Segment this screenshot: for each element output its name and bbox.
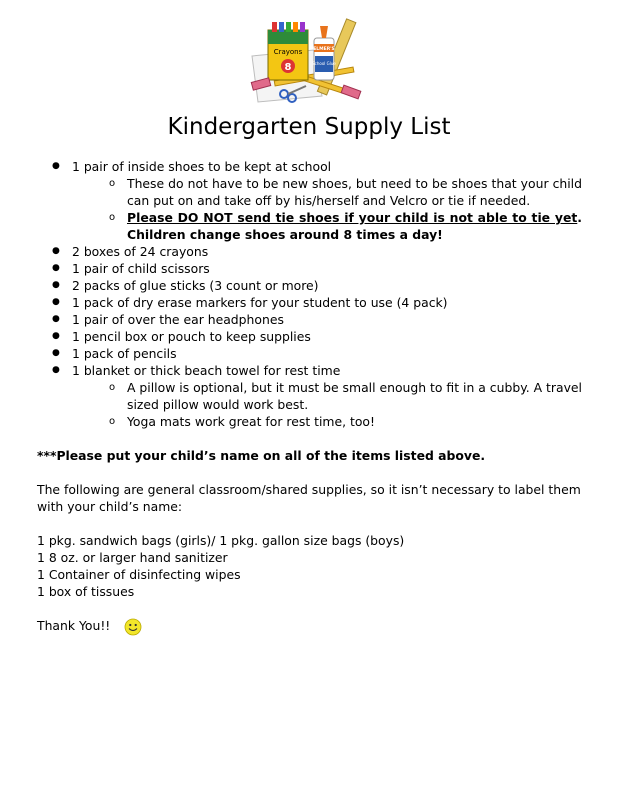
- list-item-text: 2 boxes of 24 crayons: [72, 244, 209, 259]
- smiley-icon: [124, 618, 142, 636]
- list-item-text: 1 pair of child scissors: [72, 261, 210, 276]
- shared-supply-item: 1 Container of disinfecting wipes: [37, 567, 241, 582]
- list-item-text: 1 blanket or thick beach towel for rest time: [72, 363, 341, 378]
- sub-list-item: [0, 413, 582, 430]
- bullet-icon: ●: [52, 297, 60, 307]
- sub-bullet-icon: o: [109, 178, 116, 189]
- sub-bullet-icon: o: [109, 382, 116, 393]
- bullet-icon: ●: [52, 280, 60, 290]
- warning-followup-text: . Children change shoes around 8 times a day!: [127, 210, 582, 242]
- list-item-text: 1 pair of over the ear headphones: [72, 312, 284, 327]
- list-item: [0, 311, 582, 328]
- sub-list-item: [0, 209, 582, 243]
- closing-line: [0, 617, 582, 636]
- crayon-box-label: Crayons: [273, 48, 303, 56]
- name-label-note: ***Please put your child’s name on all of the items listed above.: [37, 448, 486, 463]
- glue-brand-label: ELMER'S: [313, 47, 335, 52]
- list-item-text: 2 packs of glue sticks (3 count or more): [72, 278, 319, 293]
- sub-list-item: [0, 379, 582, 413]
- school-supplies-icon: [244, 16, 376, 108]
- sub-bullet-icon: o: [109, 212, 116, 223]
- shared-supplies-intro: The following are general classroom/shared supplies, so it isn’t necessary to label them with your child’s name:: [37, 482, 581, 514]
- crayon-box-number: 8: [284, 62, 292, 73]
- list-item-text: 1 pack of dry erase markers for your student to use (4 pack): [72, 295, 448, 310]
- list-item: [0, 243, 582, 260]
- sub-bullet-icon: o: [109, 416, 116, 427]
- sub-list-item-text: A pillow is optional, but it must be small enough to fit in a cubby. A travel sized pillow would work best.: [127, 380, 582, 412]
- closing-text: Thank You!!: [37, 618, 111, 633]
- shared-supply-item: 1 box of tissues: [37, 584, 135, 599]
- list-item: [0, 345, 582, 362]
- sub-list-item-text: These do not have to be new shoes, but need to be shoes that your child can put on and take off by his/herself and Velcro or tie if needed.: [127, 176, 582, 208]
- bullet-icon: ●: [52, 263, 60, 273]
- shared-supply-item: 1 pkg. sandwich bags (girls)/ 1 pkg. gallon size bags (boys): [37, 533, 405, 548]
- sub-list-item: [0, 175, 582, 209]
- warning-text: Please DO NOT send tie shoes if your child is not able to tie yet: [127, 210, 578, 225]
- document-body: [0, 158, 618, 636]
- list-item: [0, 328, 582, 345]
- list-item: [0, 362, 582, 379]
- bullet-icon: ●: [52, 246, 60, 256]
- shared-supply-item: 1 8 oz. or larger hand sanitizer: [37, 550, 228, 565]
- bullet-icon: ●: [52, 365, 60, 375]
- list-item-text: 1 pack of pencils: [72, 346, 177, 361]
- bullet-icon: ●: [52, 161, 60, 171]
- bullet-icon: ●: [52, 348, 60, 358]
- list-item: [0, 294, 582, 311]
- list-item-text: 1 pair of inside shoes to be kept at school: [72, 159, 332, 174]
- list-item: [0, 260, 582, 277]
- sub-list-item-text: Yoga mats work great for rest time, too!: [127, 414, 375, 429]
- list-item: [0, 158, 582, 175]
- bullet-icon: ●: [52, 331, 60, 341]
- list-item: [0, 277, 582, 294]
- bullet-icon: ●: [52, 314, 60, 324]
- glue-label: School Glue: [312, 61, 336, 66]
- page-title: Kindergarten Supply List: [167, 114, 451, 140]
- list-item-text: 1 pencil box or pouch to keep supplies: [72, 329, 311, 344]
